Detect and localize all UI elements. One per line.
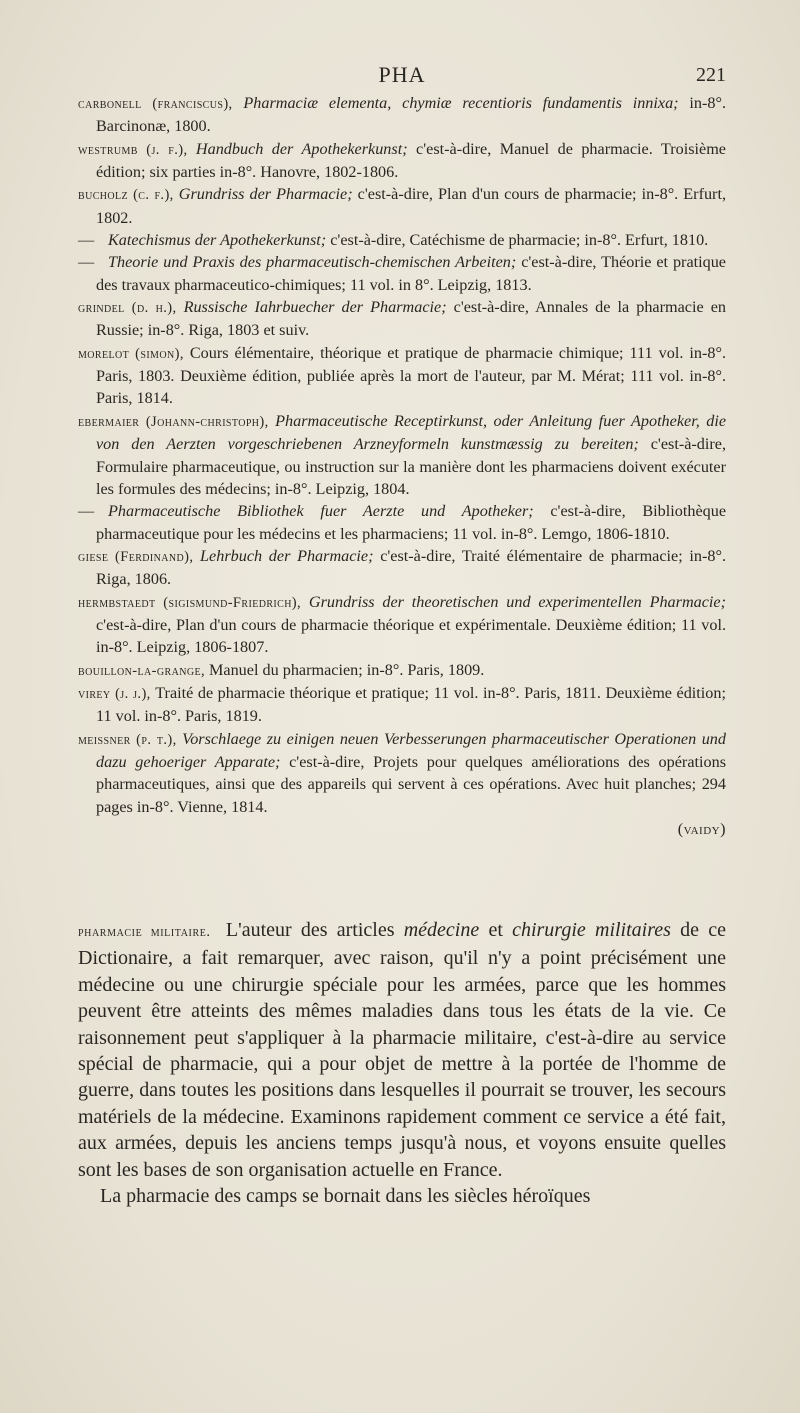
publication-details: Manuel du pharmacien; in-8°. Paris, 1809. <box>209 660 485 679</box>
bibliography-entry <box>78 342 726 410</box>
article-text: L'auteur des articles <box>216 919 404 941</box>
bibliography-entry <box>78 92 726 138</box>
article-pharmacie-militaire <box>78 917 726 1209</box>
bibliography-entry <box>78 229 726 251</box>
bibliography-entry <box>78 296 726 342</box>
publication-details: c'est-à-dire, Bibliothèque pharmaceutique pour les médecins et les pharmaciens; 11 vol. in-8°. Lemgo, 1806-1810. <box>96 502 727 543</box>
bibliography-entry <box>78 410 726 500</box>
publication-details: c'est-à-dire, Annales de la pharmacie en Russie; in-8°. Riga, 1803 et suiv. <box>96 298 726 340</box>
bibliography-entry <box>78 682 726 728</box>
bibliography-entry <box>78 659 726 682</box>
work-title: Pharmaceutische Bibliothek fuer Aerzte und Apotheker; <box>108 502 534 521</box>
publication-details: in-8°. Barcinonæ, 1800. <box>96 94 726 136</box>
work-title: Grundriss der Pharmacie; <box>178 185 353 204</box>
bibliography-entry <box>78 183 726 229</box>
author-name: morelot (simon), <box>78 345 190 362</box>
author-name: westrumb (j. f.), <box>78 141 196 158</box>
author-name: hermbstaedt (sigismund-Friedrich), <box>78 594 309 611</box>
cross-reference: chirurgie militaires <box>512 919 671 941</box>
work-title: Pharmaceutische Receptirkunst, oder Anleitung fuer Apotheker, die von den Aerzten vorgeschriebenen Arzneyformeln kunstmæssig zu bereiten; <box>96 411 727 454</box>
bibliography-list <box>78 92 726 840</box>
author-name: virey (j. j.), <box>78 685 156 702</box>
work-title: Theorie und Praxis des pharmaceutisch-chemischen Arbeiten; <box>108 253 517 272</box>
work-title: Katechismus der Apothekerkunst; <box>108 231 327 250</box>
author-name: carbonell (franciscus), <box>78 96 244 112</box>
page-header <box>78 62 726 94</box>
publication-details: c'est-à-dire, Théorie et pratique des travaux pharmaceutico-chimiques; 11 vol. in 8°. Leipzig, 1813. <box>96 253 726 294</box>
work-title: Russische Iahrbuecher der Pharmacie; <box>183 298 447 317</box>
work-title: Lehrbuch der Pharmacie; <box>200 546 374 565</box>
article-text: de ce Dictionaire, a fait remarquer, avec raison, qu'il n'y a point précisément une médecine ou une chirurgie spéciale pour les armées, parce que les hommes peuvent être atteints des mêmes maladies dans tous les états de la vie. Ce raisonnement peut s'appliquer à la pharmacie militaire, c'est-à-dire au service spécial de pharmacie, qui a pour objet de mettre à la portée de l'homme de guerre, dans toutes les positions dans lesquelles il pourrait se trouver, les secours matériels de la médecine. Examinons rapidement comment ce service a été fait, aux armées, depuis les anciens temps jusqu'à nous, et voyons ensuite quelles sont les bases de son organisation actuelle en France. <box>78 919 726 1181</box>
work-title: Pharmaciæ elementa, chymiæ recentioris fundamentis innixa; <box>243 94 679 112</box>
publication-details: c'est-à-dire, Manuel de pharmacie. Troisième édition; six parties in-8°. Hanovre, 1802-1806. <box>96 139 726 182</box>
bibliography-entry <box>78 138 726 184</box>
bibliography-entry <box>78 591 726 659</box>
publication-details: c'est-à-dire, Plan d'un cours de pharmacie; in-8°. Erfurt, 1802. <box>96 185 726 227</box>
cross-reference: médecine <box>403 919 480 941</box>
headword: pharmacie militaire. <box>78 924 211 940</box>
ditto-dash: — <box>78 231 95 250</box>
publication-details: c'est-à-dire, Plan d'un cours de pharmacie théorique et expérimentale. Deuxième édition; 11 vol. in-8°. Leipzig, 1806-1807. <box>96 615 726 657</box>
author-name: grindel (d. h.), <box>78 300 184 317</box>
publication-details: c'est-à-dire, Traité élémentaire de pharmacie; in-8°. Riga, 1806. <box>96 546 727 589</box>
author-name: meissner (p. t.), <box>78 731 183 748</box>
author-name: giese (Ferdinand), <box>78 548 201 565</box>
article-paragraph: La pharmacie des camps se bornait dans les siècles héroïques <box>100 1185 591 1208</box>
running-head: PHA <box>378 62 426 87</box>
author-signature: (vaidy) <box>677 820 726 838</box>
author-name: bouillon-la-grange, <box>78 662 210 679</box>
author-name: ebermaier (Johann-christoph), <box>78 413 276 430</box>
ditto-dash: — <box>78 502 95 521</box>
work-title: Vorschlaege zu einigen neuen Verbesserungen pharmaceutischer Operationen und dazu gehoeriger Apparate; <box>96 729 726 771</box>
ditto-dash: — <box>78 253 95 272</box>
bibliography-entry <box>78 545 726 591</box>
author-name: bucholz (c. f.), <box>78 187 179 204</box>
work-title: Handbuch der Apothekerkunst; <box>195 139 408 158</box>
article-paragraph <box>78 917 726 1183</box>
publication-details: c'est-à-dire, Formulaire pharmaceutique, ou instruction sur la manière dont les pharmaciens doivent exécuter les formules des médecins; in-8°. Leipzig, 1804. <box>96 435 727 498</box>
page-number: 221 <box>696 64 726 86</box>
bibliography-entry <box>78 728 726 818</box>
publication-details: c'est-à-dire, Projets pour quelques améliorations des opérations pharmaceutiques, ainsi que des appareils qui servent à ces opérations. Avec huit planches; 294 pages in-8°. Vienne, 1814. <box>96 752 726 816</box>
article-text: et <box>479 919 513 941</box>
publication-details: Traité de pharmacie théorique et pratique; 11 vol. in-8°. Paris, 1811. Deuxième édition; 11 vol. in-8°. Paris, 1819. <box>96 683 726 726</box>
work-title: Grundriss der theoretischen und experimentellen Pharmacie; <box>308 592 726 611</box>
bibliography-entry <box>78 500 726 545</box>
publication-details: c'est-à-dire, Catéchisme de pharmacie; in-8°. Erfurt, 1810. <box>326 231 709 250</box>
bibliography-entry <box>78 251 726 296</box>
publication-details: Cours élémentaire, théorique et pratique de pharmacie chimique; 111 vol. in-8°. Paris, 1803. Deuxième édition, publiée après la mort de l'auteur, par M. Mérat; 111 vol. in-8°. Paris, 1814. <box>96 343 727 408</box>
